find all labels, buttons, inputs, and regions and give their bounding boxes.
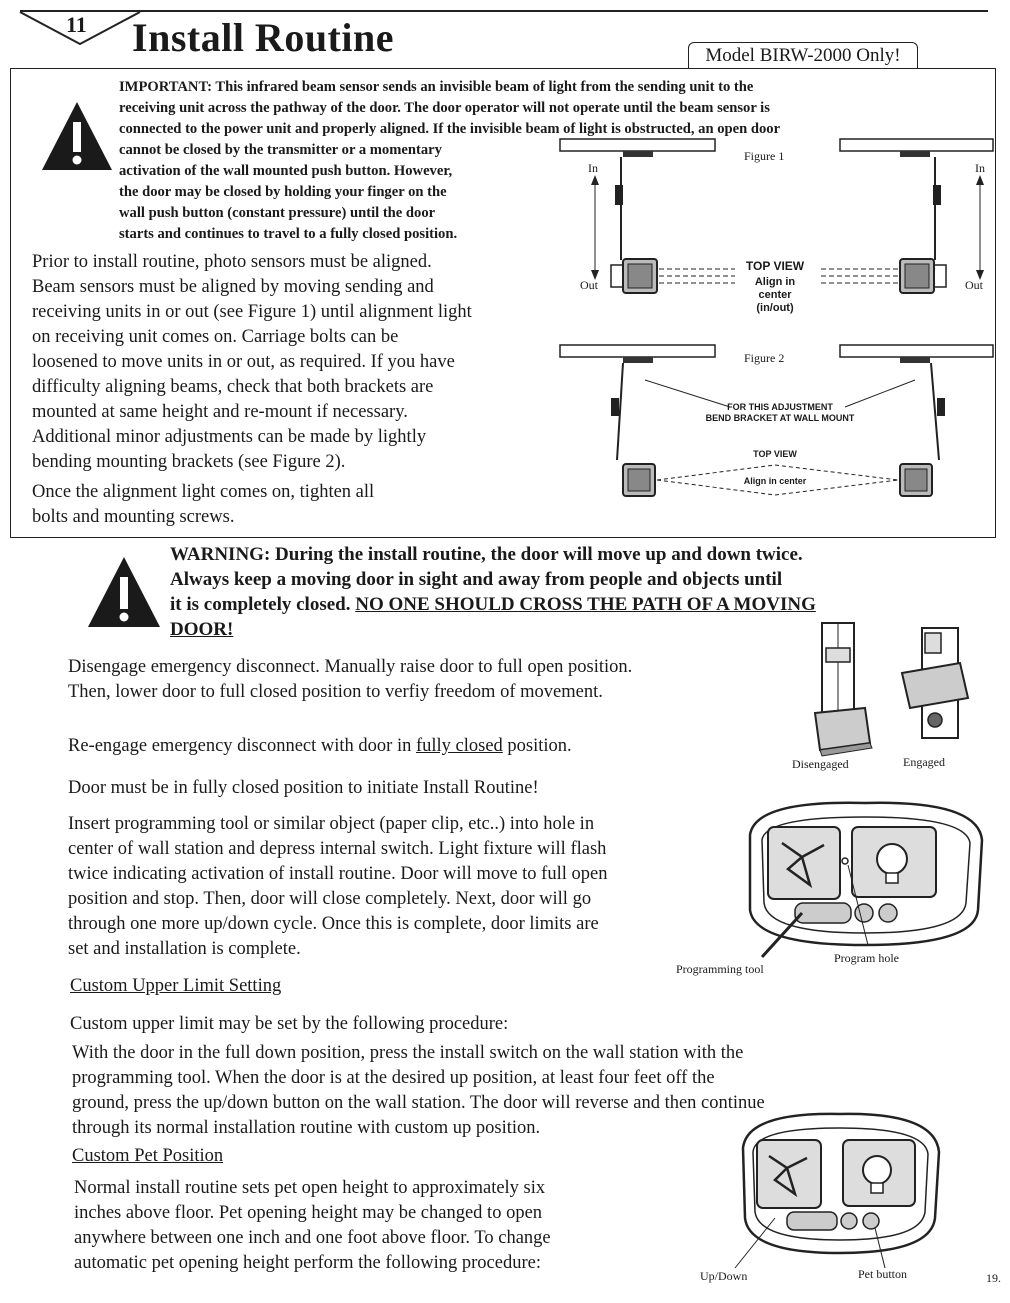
custom-pet-line: anywhere between one inch and one foot above floor. To change [74,1228,551,1248]
program-hole-label: Program hole [834,951,899,965]
important-line: starts and continues to travel to a fully closed position. [119,226,458,242]
figure-1-align-line: center [758,289,792,301]
header-rule [20,10,988,12]
important-line: wall push button (constant pressure) until the door [119,205,436,221]
important-line: IMPORTANT: This infrared beam sensor sends an invisible beam of light from the sending unit to the [119,79,754,95]
warning-line: WARNING: During the install routine, the door will move up and down twice. [170,544,803,565]
disengage-line: Then, lower door to full closed position to verfiy freedom of movement. [68,682,603,702]
figure-1-caption: Figure 1 [744,149,785,163]
warning-emphasis-end: DOOR! [170,619,234,640]
up-down-label: Up/Down [700,1269,748,1283]
insert-step [68,812,728,962]
tighten-line: bolts and mounting screws. [32,507,235,527]
model-tab: Model BIRW-2000 Only! [688,42,918,69]
figure-2-adjust-label [690,402,870,424]
wall-station-illustration [735,1108,945,1273]
warning-emphasis: NO ONE SHOULD CROSS THE PATH OF A MOVING [355,594,816,615]
insert-line: center of wall station and depress internal switch. Light fixture will flash [68,839,607,859]
disengage-step [68,655,788,705]
wall-station-illustration [740,795,990,965]
figure-1-out-left: Out [580,278,598,292]
custom-pet-line: Normal install routine sets pet open height to approximately six [74,1178,546,1198]
emergency-disconnect-illustration [810,618,980,758]
important-text [119,77,949,140]
alignment-line: loosened to move units in or out, as required. If you have [32,352,455,372]
custom-upper-line: programming tool. When the door is at the desired up position, at least four feet off the [72,1068,715,1088]
insert-line: through one more up/down cycle. Once this is complete, door limits are [68,914,599,934]
alignment-line: mounted at same height and re-mount if necessary. [32,402,408,422]
figure-2-align-label: Align in center [730,476,820,486]
page-reference: 19. [986,1271,1001,1285]
figure-1-out-right: Out [965,278,983,292]
tighten-line: Once the alignment light comes on, tighten all [32,482,375,502]
custom-upper-line: through its normal installation routine with custom up position. [72,1118,541,1138]
warning-triangle-icon [86,555,162,629]
insert-line: set and installation is complete. [68,939,301,959]
warning-line: Always keep a moving door in sight and away from people and objects until [170,569,783,590]
alignment-line: Additional minor adjustments can be made by lightly [32,427,427,447]
warning-triangle-icon [40,100,114,172]
figure-1-in-left: In [588,161,598,175]
disengaged-label: Disengaged [792,757,849,771]
warning-line [170,592,940,617]
important-line: connected to the power unit and properly aligned. If the invisible beam of light is obstructed, an open door [119,121,781,137]
custom-upper-line: With the door in the full down position, press the install switch on the wall station with the [72,1043,744,1063]
reengage-step [68,734,768,759]
page-title: Install Routine [132,15,394,60]
custom-pet-line: inches above floor. Pet opening height may be changed to open [74,1203,543,1223]
closed-note: Door must be in fully closed position to initiate Install Routine! [68,778,539,798]
important-line: cannot be closed by the transmitter or a momentary [119,142,442,158]
reengage-emphasis: fully closed [415,736,503,756]
figure-1-align-line: (in/out) [756,302,794,314]
figure-2-top-view: TOP VIEW [753,449,797,459]
alignment-line: bending mounting brackets (see Figure 2). [32,452,346,472]
custom-upper-heading: Custom Upper Limit Setting [70,976,282,996]
pet-button-label: Pet button [858,1267,908,1281]
figure-1-in-right: In [975,161,985,175]
figure-2-diagram [555,340,995,520]
insert-line: position and stop. Then, door will close completely. Next, door will go [68,889,592,909]
insert-line: Insert programming tool or similar object (paper clip, etc..) into hole in [68,814,595,834]
custom-upper-intro: Custom upper limit may be set by the following procedure: [70,1014,509,1034]
reengage-prefix: Re-engage emergency disconnect with door in [68,736,416,756]
insert-line: twice indicating activation of install routine. Door will move to full open [68,864,608,884]
important-line: the door may be closed by holding your finger on the [119,184,447,200]
alignment-line: receiving units in or out (see Figure 1) until alignment light [32,302,472,322]
disengage-line: Disengage emergency disconnect. Manually raise door to full open position. [68,657,633,677]
figure-1-top-view: TOP VIEW [745,259,805,273]
figure-1-align-label [735,276,815,315]
figure-2-caption: Figure 2 [744,351,785,365]
tighten-instructions [32,480,452,530]
custom-upper-line: ground, press the up/down button on the wall station. The door will reverse and then continue [72,1093,765,1113]
alignment-line: Prior to install routine, photo sensors must be aligned. [32,252,432,272]
figure-1-align-line: Align in [754,276,796,288]
custom-pet-line: automatic pet opening height perform the following procedure: [74,1253,541,1273]
alignment-instructions [32,250,552,475]
alignment-line: on receiving unit comes on. Carriage bolts can be [32,327,399,347]
figure-2-adjust-line: FOR THIS ADJUSTMENT [727,402,833,412]
custom-pet-procedure [74,1176,674,1276]
page-number: 11 [66,12,87,37]
warning-line-prefix: it is completely closed. [170,594,356,615]
reengage-suffix: position. [502,736,572,756]
figure-2-adjust-line: BEND BRACKET AT WALL MOUNT [705,413,855,423]
programming-tool-label: Programming tool [676,962,764,976]
engaged-label: Engaged [903,755,945,769]
custom-pet-heading: Custom Pet Position [72,1146,224,1166]
alignment-line: Beam sensors must be aligned by moving sending and [32,277,434,297]
important-text-narrow [119,140,544,245]
important-line: activation of the wall mounted push button. However, [119,163,453,179]
important-line: receiving unit across the pathway of the door. The door operator will not operate until the beam sensor is [119,100,770,116]
alignment-line: difficulty aligning beams, check that both brackets are [32,377,434,397]
